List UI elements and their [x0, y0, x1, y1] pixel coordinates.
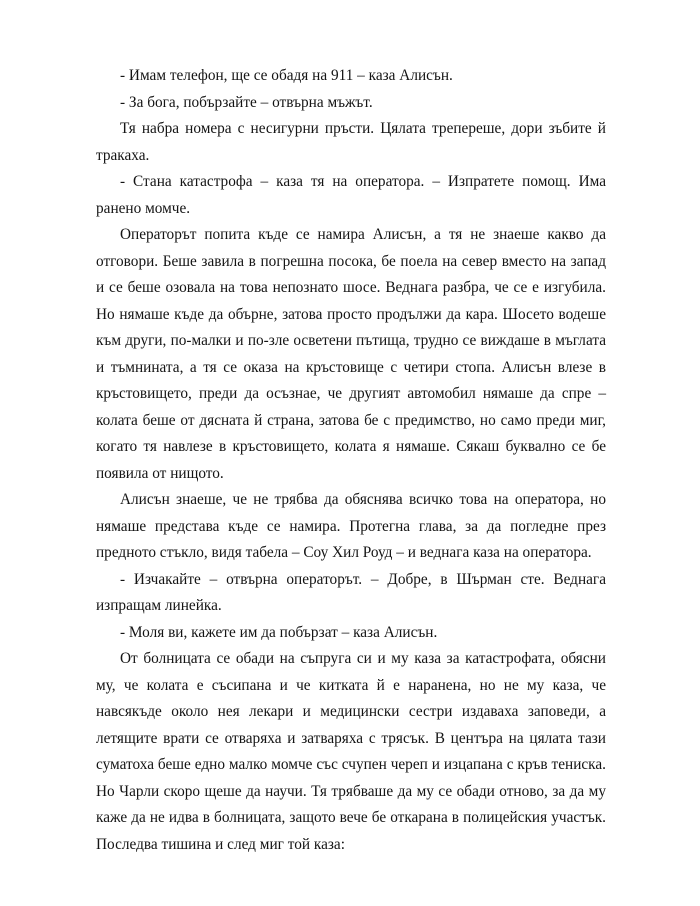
paragraph-alison-knew: Алисън знаеше, че не трябва да обяснява всичко това на оператора, но нямаше представа къде се намира. Протегна глава, за да погледне през предното стъкло, видя табела – Соу Хил Роуд – и веднага каза на оператора.	[96, 491, 606, 561]
paragraph-dialed: Тя набра номера с несигурни пръсти. Цялата трепереше, дори зъбите й тракаха.	[96, 120, 606, 164]
paragraph-hurry: - За бога, побързайте – отвърна мъжът.	[120, 93, 373, 111]
paragraph-phone-911: - Имам телефон, ще се обадя на 911 – каза Алисън.	[120, 67, 453, 84]
paragraph-please-hurry: - Моля ви, кажете им да побързат – каза Алисън.	[120, 623, 438, 641]
document-body	[96, 63, 606, 858]
paragraph-wait: - Изчакайте – отвърна операторът. – Добре, в Шърман сте. Веднага изпращам линейка.	[96, 570, 606, 614]
paragraph-hospital-call: От болницата се обади на съпруга си и му каза за катастрофата, обясни му, че колата е съсипана и че китката й е наранена, но не му каза, че навсякъде около нея лекари и медицински сестри издаваха заповеди, а летящите врати се отваряха и затваряха с трясък. В центъра на цялата тази суматоха беше едно малко момче със счупен череп и изцапана с кръв тениска. Но Чарли скоро щеше да научи. Тя трябваше да му се обади отново, за да му каже да не идва в болницата, защото вече бе откарана в полицейския участък. Последва тишина и след миг той каза:	[96, 650, 606, 853]
paragraph-operator-asked: Операторът попита къде се намира Алисън, а тя не знаеше какво да отговори. Беше завила в погрешна посока, бе поела на север вместо на запад и се беше озовала на това непознато шосе. Веднага разбра, че се е изгубила. Но нямаше къде да обърне, затова просто продължи да кара. Шосето водеше към други, по-малки и по-зле осветени пътища, трудно се виждаше в мъглата и тъмнината, а тя се оказа на кръстовище с четири стопа. Алисън влезе в кръстовището, преди да осъзнае, че другият автомобил нямаше да спре – колата беше от дясната й страна, затова бе с предимство, но само преди миг, когато тя навлезе в кръстовището, колата я нямаше. Сякаш буквално се бе появила от нищото.	[96, 226, 606, 482]
paragraph-accident: - Стана катастрофа – каза тя на оператора. – Изпратете помощ. Има ранено момче.	[96, 173, 606, 217]
